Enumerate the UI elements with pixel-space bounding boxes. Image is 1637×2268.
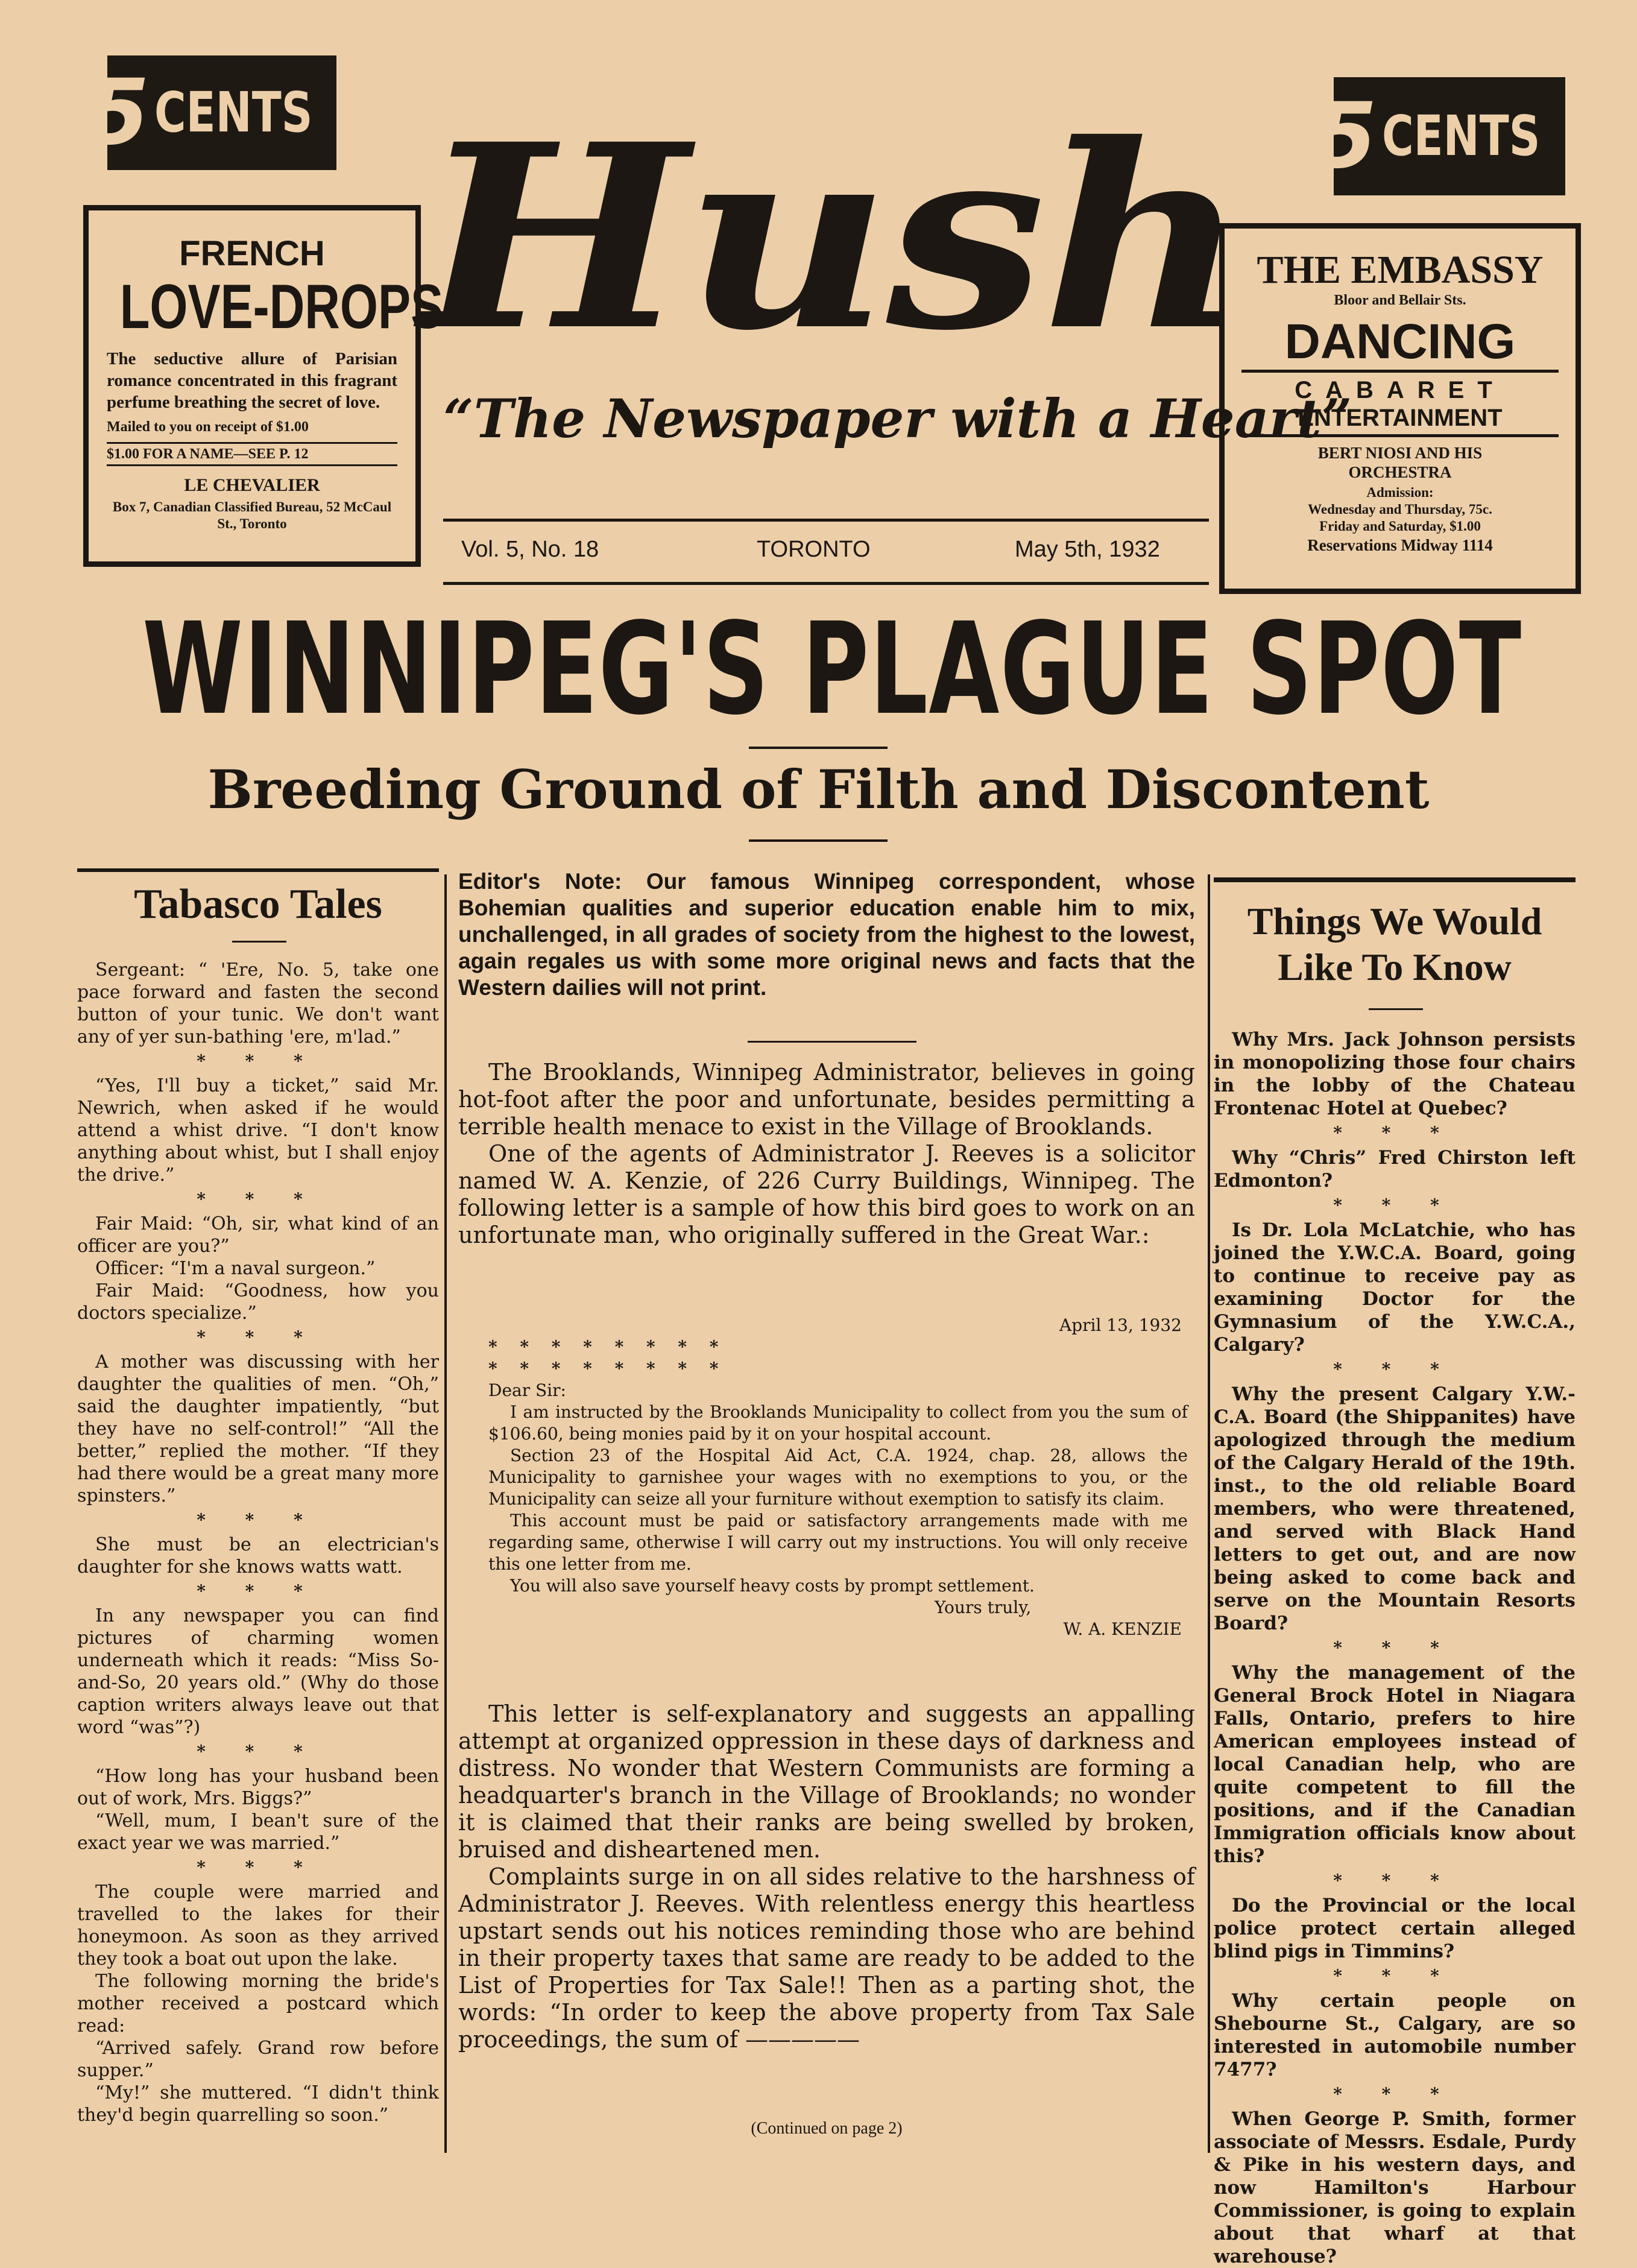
masthead-date: May 5th, 1932: [1015, 537, 1160, 562]
sub-headline: Breeding Ground of Filth and Discontent: [207, 758, 1430, 821]
price-badge-right: 5 CENTS: [1334, 77, 1565, 195]
article-paragraph: One of the agents of Administrator J. Reeves is a solicitor named W. A. Kenzie, of 226 Curry Buildings, Winnipeg. The following letter is a sample of how this bird goes to work on an unfortunate man, who originally suffered in the Great War.:: [458, 1140, 1195, 1248]
separator-stars: * * *: [1333, 1359, 1456, 1379]
separator-stars: * * *: [197, 1742, 320, 1761]
letter-paragraph: This account must be paid or satisfactory arrangements made with me regarding same, otherwise I will carry out my instructions. You will only receive this one letter from me.: [488, 1511, 1188, 1574]
price-badge-left: 5 CENTS: [107, 55, 336, 170]
tale-item: “Arrived safely. Grand row before supper.”: [77, 2038, 439, 2081]
embassy-orchestra: BERT NIOSI AND HIS ORCHESTRA: [1317, 444, 1483, 481]
tale-item: Sergeant: “ 'Ere, No. 5, take one pace forward and fasten the second button of your tunic. We don't want any of yer sun-bathing 'ere, m'lad.”: [77, 959, 439, 1047]
tale-item: Fair Maid: “Oh, sir, what kind of an officer are you?”: [77, 1213, 439, 1257]
masthead-info-bar: [443, 519, 1209, 585]
separator-stars: * * *: [197, 1857, 320, 1877]
column-divider-left: [444, 874, 447, 2153]
separator-stars: * * *: [1333, 1871, 1456, 1891]
separator-stars: * * *: [197, 1189, 320, 1209]
separator-stars: * * *: [1333, 2084, 1456, 2104]
article-paragraph: The Brooklands, Winnipeg Administrator, believes in going hot-foot after the poor and unfortunate, besides permitting a terrible health menace to exist in the Village of Brooklands.: [458, 1059, 1195, 1140]
letter-paragraph: Section 23 of the Hospital Aid Act, C.A. 1924, chap. 28, allows the Municipality to garnishee your wages with no exemptions to you, or the Municipality can seize all your furniture without exemption to satisfy its claim.: [488, 1445, 1188, 1509]
things-item: Why Mrs. Jack Johnson persists in monopolizing those four chairs in the lobby of the Chateau Frontenac Hotel at Quebec?: [1214, 1029, 1575, 1119]
editors-note-rule: [748, 1041, 916, 1043]
tale-item: The following morning the bride's mother received a postcard which read:: [77, 1971, 439, 2036]
tale-item: “Well, mum, I bean't sure of the exact year we was married.”: [77, 1810, 439, 1854]
embassy-cabaret: CABARET: [1295, 377, 1506, 403]
editors-note: Editor's Note: Our famous Winnipeg correspondent, whose Bohemian qualities and superior education enable him to mix, unchallenged, in all grades of society from the highest to the lowest, again regales us with some more original news and facts that the Western dailies will not print.: [458, 869, 1195, 1000]
masthead-city: TORONTO: [757, 537, 871, 562]
letter-stars: * * * * * * * *: [488, 1337, 727, 1357]
letter-date: April 13, 1932: [1059, 1315, 1182, 1335]
ad-mailed: Mailed to you on receipt of $1.00: [107, 419, 309, 435]
embassy-admission-2: Friday and Saturday, $1.00: [1319, 519, 1481, 534]
things-item: Do the Provincial or the local police protect certain alleged blind pigs in Timmins?: [1214, 1895, 1575, 1962]
things-body: [1214, 1028, 1575, 2268]
ad-line1: FRENCH: [179, 234, 325, 273]
masthead-volume: Vol. 5, No. 18: [461, 537, 599, 562]
masthead-title: Hush: [420, 89, 1244, 387]
letter-signature: W. A. KENZIE: [1063, 1619, 1182, 1639]
embassy-location: Bloor and Bellair Sts.: [1334, 292, 1466, 308]
things-item: Why the management of the General Brock Hotel in Niagara Falls, Ontario, prefers to hire American employees instead of local Canadian help, who are quite competent to fill the positions, and if the Canadian Immigration officials know about this?: [1214, 1662, 1575, 1867]
separator-stars: * * *: [1333, 1123, 1456, 1143]
letter-salutation: Dear Sir:: [488, 1380, 566, 1400]
things-item: Is Dr. Lola McLatchie, who has joined the Y.W.C.A. Board, going to continue to receive pay as examining Doctor for the Gymnasium of the Y.W.C.A., Calgary?: [1214, 1219, 1575, 1356]
separator-stars: * * *: [197, 1581, 320, 1601]
tale-item: She must be an electrician's daughter for she knows watts watt.: [77, 1534, 439, 1578]
tabasco-title-rule: [232, 941, 286, 943]
subheadline-rule: [749, 839, 888, 842]
ad-offer: $1.00 FOR A NAME—SEE P. 12: [107, 442, 397, 466]
tale-item: The couple were married and travelled to the lakes for their honeymoon. As soon as they arrived they took a boat out upon the lake.: [77, 1881, 439, 1969]
tale-item: “How long has your husband been out of work, Mrs. Biggs?”: [77, 1766, 439, 1809]
left-column-top-rule: [77, 868, 439, 872]
things-title: Things We Would Like To Know: [1247, 900, 1542, 988]
main-headline: WINNIPEG'S PLAGUE SPOT: [142, 595, 1522, 743]
things-item: Why the present Calgary Y.W.-C.A. Board (the Shippanites) have apologized through the medium of the Calgary Herald of the 19th. inst., to the old reliable Board members, who were threatened, and served with Black Hand letters to get out, and are now being asked to come back and serve on the Mountain Resorts Board?: [1214, 1383, 1575, 1634]
tale-item: A mother was discussing with her daughter the qualities of men. “Oh,” said the daughter impatiently, “but they have no self-control!” “All the better,” replied the mother. “If they had there would be a great many more spinsters.”: [77, 1351, 439, 1506]
kenzie-letter: [488, 1315, 1188, 1640]
letter-paragraph: I am instructed by the Brooklands Municipality to collect from you the sum of $106.60, being monies paid by it on your hospital account.: [488, 1402, 1188, 1444]
embassy-reservations: Reservations Midway 1114: [1307, 536, 1493, 554]
article-intro: [458, 1059, 1195, 1249]
letter-closing: Yours truly,: [935, 1597, 1032, 1617]
things-title-rule: [1369, 1008, 1423, 1010]
things-item: When George P. Smith, former associate of Messrs. Esdale, Purdy & Pike in his western days, and now Hamilton's Harbour Commissioner, is going to explain about that wharf at that warehouse?: [1214, 2108, 1575, 2267]
things-item: Why “Chris” Fred Chirston left Edmonton?: [1214, 1147, 1575, 1192]
masthead-tagline: “The Newspaper with a Heart”: [443, 387, 1352, 450]
article-paragraph: This letter is self-explanatory and suggests an appalling attempt at organized oppression in these days of darkness and distress. No wonder that Western Communists are forming a headquarter's branch in the Village of Brooklands; no wonder it is claimed that their ranks are being swelled by broken, bruised and disheartened men.: [458, 1701, 1195, 1863]
ad-body: The seductive allure of Parisian romance concentrated in this fragrant perfume breathing the secret of love.: [107, 349, 397, 412]
tale-item: Fair Maid: “Goodness, how you doctors specialize.”: [77, 1280, 439, 1324]
tale-item: In any newspaper you can find pictures of charming women underneath which it reads: “Miss So-and-So, 20 years old.” (Why do those caption writers always leave out that word “was”?): [77, 1605, 439, 1738]
separator-stars: * * *: [197, 1051, 320, 1071]
tabasco-tales-body: [77, 959, 439, 2126]
tabasco-tales-title: Tabasco Tales: [134, 881, 382, 927]
letter-stars: * * * * * * * *: [488, 1359, 727, 1379]
separator-stars: * * *: [197, 1327, 320, 1347]
separator-stars: * * *: [197, 1510, 320, 1530]
ad-address: Box 7, Canadian Classified Bureau, 52 McCaul St., Toronto: [112, 499, 392, 531]
embassy-dancing: DANCING: [1241, 314, 1559, 373]
embassy-title: THE EMBASSY: [1257, 248, 1544, 292]
separator-stars: * * *: [1333, 1638, 1456, 1658]
ad-love-drops: [83, 205, 444, 567]
tale-item: “My!” she muttered. “I didn't think they'd begin quarrelling so soon.”: [77, 2082, 439, 2126]
right-column-top-rule: [1214, 877, 1575, 882]
embassy-entertainment: ENTERTAINMENT: [1241, 404, 1559, 437]
separator-stars: * * *: [1333, 1195, 1456, 1215]
article-continued: [458, 1701, 1195, 2053]
things-item: Why certain people on Shebourne St., Calgary, are so interested in automobile number 7477?: [1214, 1990, 1575, 2080]
separator-stars: * * *: [1333, 1966, 1456, 1986]
continued-on-page: (Continued on page 2): [751, 2119, 903, 2138]
article-paragraph: Complaints surge in on all sides relative to the harshness of Administrator J. Reeves. With relentless energy this heartless upstart sends out his notices reminding those who are behind in their property taxes that same are ready to be added to the List of Properties for Tax Sale!! Then as a parting shot, the words: “In order to keep the above property from Tax Sale proceedings, the sum of —————: [458, 1863, 1195, 2053]
embassy-admission-label: Admission:: [1366, 485, 1434, 500]
embassy-admission-1: Wednesday and Thursday, 75c.: [1308, 502, 1492, 517]
tale-item: Officer: “I'm a naval surgeon.”: [95, 1258, 376, 1279]
headline-rule: [749, 747, 888, 749]
tale-item: “Yes, I'll buy a ticket,” said Mr. Newrich, when asked if he would attend a whist drive. “I don't know anything about whist, but I shall enjoy the drive.”: [77, 1075, 439, 1186]
ad-sender: LE CHEVALIER: [184, 475, 320, 495]
letter-paragraph: You will also save yourself heavy costs by prompt settlement.: [510, 1576, 1035, 1596]
column-divider-right: [1208, 874, 1210, 2153]
ad-line2: LOVE-DROPS: [119, 272, 444, 342]
